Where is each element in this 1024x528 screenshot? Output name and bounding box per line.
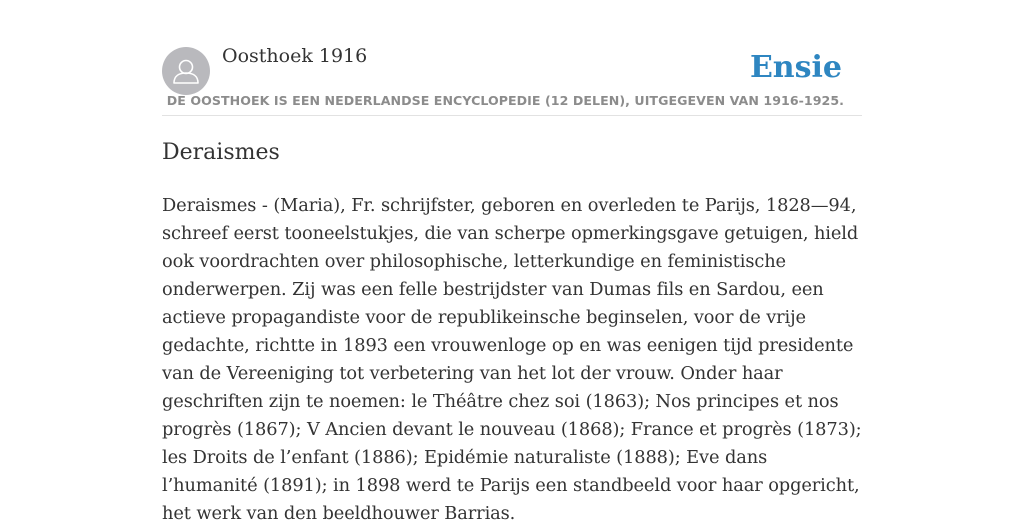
source-name[interactable]: Oosthoek 1916 [222,45,368,67]
source-avatar[interactable] [162,47,210,95]
user-icon [162,47,210,95]
entry-title: Deraismes [162,140,280,165]
ensie-logo[interactable]: Ensie [749,50,842,85]
source-description: DE OOSTHOEK IS EEN NEDERLANDSE ENCYCLOPEDIE (12 DELEN), UITGEGEVEN VAN 1916-1925. [166,93,844,108]
entry-body: Deraismes - (Maria), Fr. schrijfster, geboren en overleden te Parijs, 1828—94, schreef eerst tooneelstukjes, die van scherpe opmerkingsgave getuigen, hield ook voordrachten over philosophische, letterkundige en feministische onderwerpen. Zij was een felle bestrijdster van Dumas fils en Sardou, een actieve propagandiste voor de republikeinsche beginselen, voor de vrije gedachte, richtte in 1893 een vrouwenloge op en was eenigen tijd presidente van de Vereeniging tot verbetering van het lot der vrouw. Onder haar geschriften zijn te noemen: le Théâtre chez soi (1863); Nos principes et nos progrès (1867); V Ancien devant le nouveau (1868); France et progrès (1873); les Droits de l’enfant (1886); Epidémie naturaliste (1888); Eve dans l’humanité (1891); in 1898 werd te Parijs een standbeeld voor haar opgericht, het werk van den beeldhouwer Barrias. [162,195,862,524]
divider [162,115,862,116]
